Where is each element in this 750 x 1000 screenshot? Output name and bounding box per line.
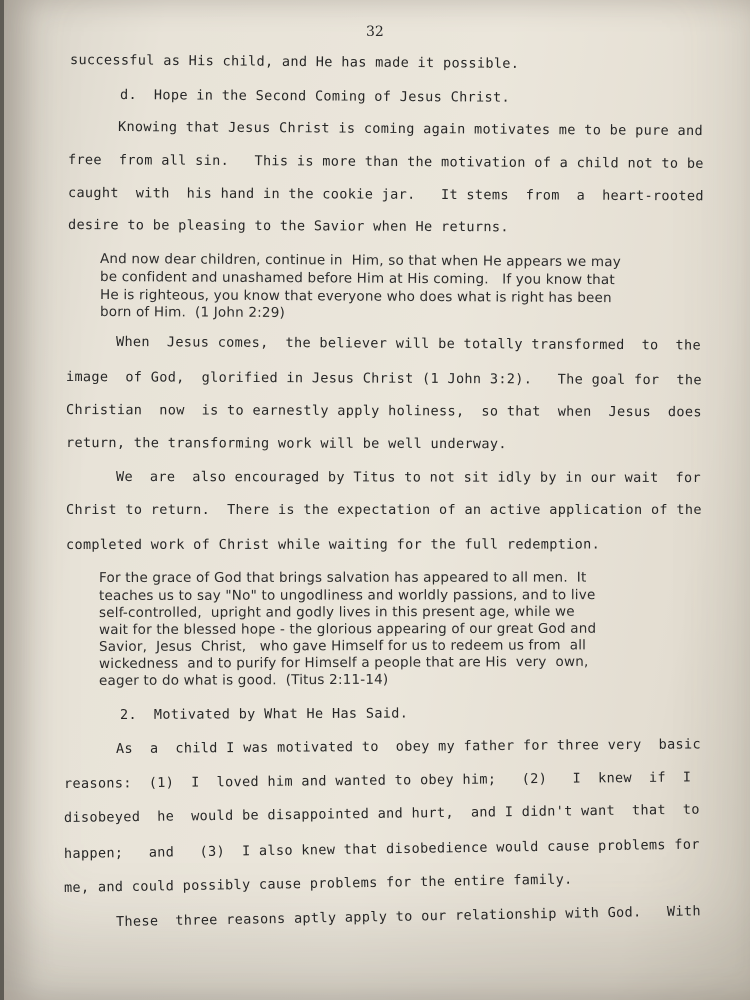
- text-line: Knowing that Jesus Christ is coming again motivates me to be pure and: [117, 119, 704, 140]
- text-line: Christ to return. There is the expectation of an active application of the: [66, 502, 702, 518]
- block-quote-line: wickedness and to purify for Himself a people that are His very own,: [98, 653, 589, 672]
- section-heading: 2. Motivated by What He Has Said.: [119, 705, 409, 723]
- text-line: We are also encouraged by Titus to not sit idly by in our wait for: [115, 469, 701, 487]
- text-line: me, and could possibly cause problems for the entire family.: [63, 871, 573, 896]
- section-heading: d. Hope in the Second Coming of Jesus Christ.: [119, 87, 511, 106]
- text-line: caught with his hand in the cookie jar. It stems from a heart-rooted: [67, 185, 704, 205]
- block-quote-line: born of Him. (1 John 2:29): [99, 304, 286, 321]
- block-quote-line: And now dear children, continue in Him, so that when He appears we may: [99, 251, 622, 271]
- text-line: Christian now is to earnestly apply holiness, so that when Jesus does: [65, 402, 702, 421]
- text-line: desire to be pleasing to the Savior when He returns.: [67, 217, 509, 236]
- block-quote-line: eager to do what is good. (Titus 2:11-14): [98, 671, 389, 689]
- text-line: As a child I was motivated to obey my father for three very basic: [115, 736, 702, 757]
- text-line: When Jesus comes, the believer will be totally transformed to the: [115, 334, 702, 354]
- block-quote-line: Savior, Jesus Christ, who gave Himself for us to redeem us from all: [98, 637, 587, 655]
- text-line: completed work of Christ while waiting for the full redemption.: [65, 536, 601, 553]
- page-number: 32: [366, 24, 384, 40]
- text-line: successful as His child, and He has made it possible.: [69, 52, 520, 72]
- block-quote-line: teaches us to say "No" to ungodliness and worldly passions, and to live: [98, 587, 596, 604]
- text-line: These three reasons aptly apply to our relationship with God. With: [115, 903, 702, 930]
- text-line: image of God, glorified in Jesus Christ (1 John 3:2). The goal for the: [65, 369, 702, 389]
- text-line: reasons: (1) I loved him and wanted to obey him; (2) I knew if I: [63, 769, 692, 792]
- document-page: [4, 0, 750, 1000]
- block-quote-line: be confident and unashamed before Him at His coming. If you know that: [99, 269, 615, 289]
- text-line: return, the transforming work will be well underway.: [65, 435, 507, 453]
- block-quote-line: For the grace of God that brings salvation has appeared to all men. It: [98, 569, 587, 586]
- block-quote-line: wait for the blessed hope - the glorious appearing of our great God and: [98, 620, 597, 638]
- block-quote-line: He is righteous, you know that everyone who does what is right has been: [99, 287, 612, 307]
- text-line: free from all sin. This is more than the motivation of a child not to be: [67, 152, 704, 172]
- text-line: disobeyed he would be disappointed and hurt, and I didn't want that to: [63, 801, 700, 826]
- text-line: happen; and (3) I also knew that disobedience would cause problems for: [63, 836, 700, 862]
- block-quote-line: self-controlled, upright and godly lives in this present age, while we: [98, 603, 575, 621]
